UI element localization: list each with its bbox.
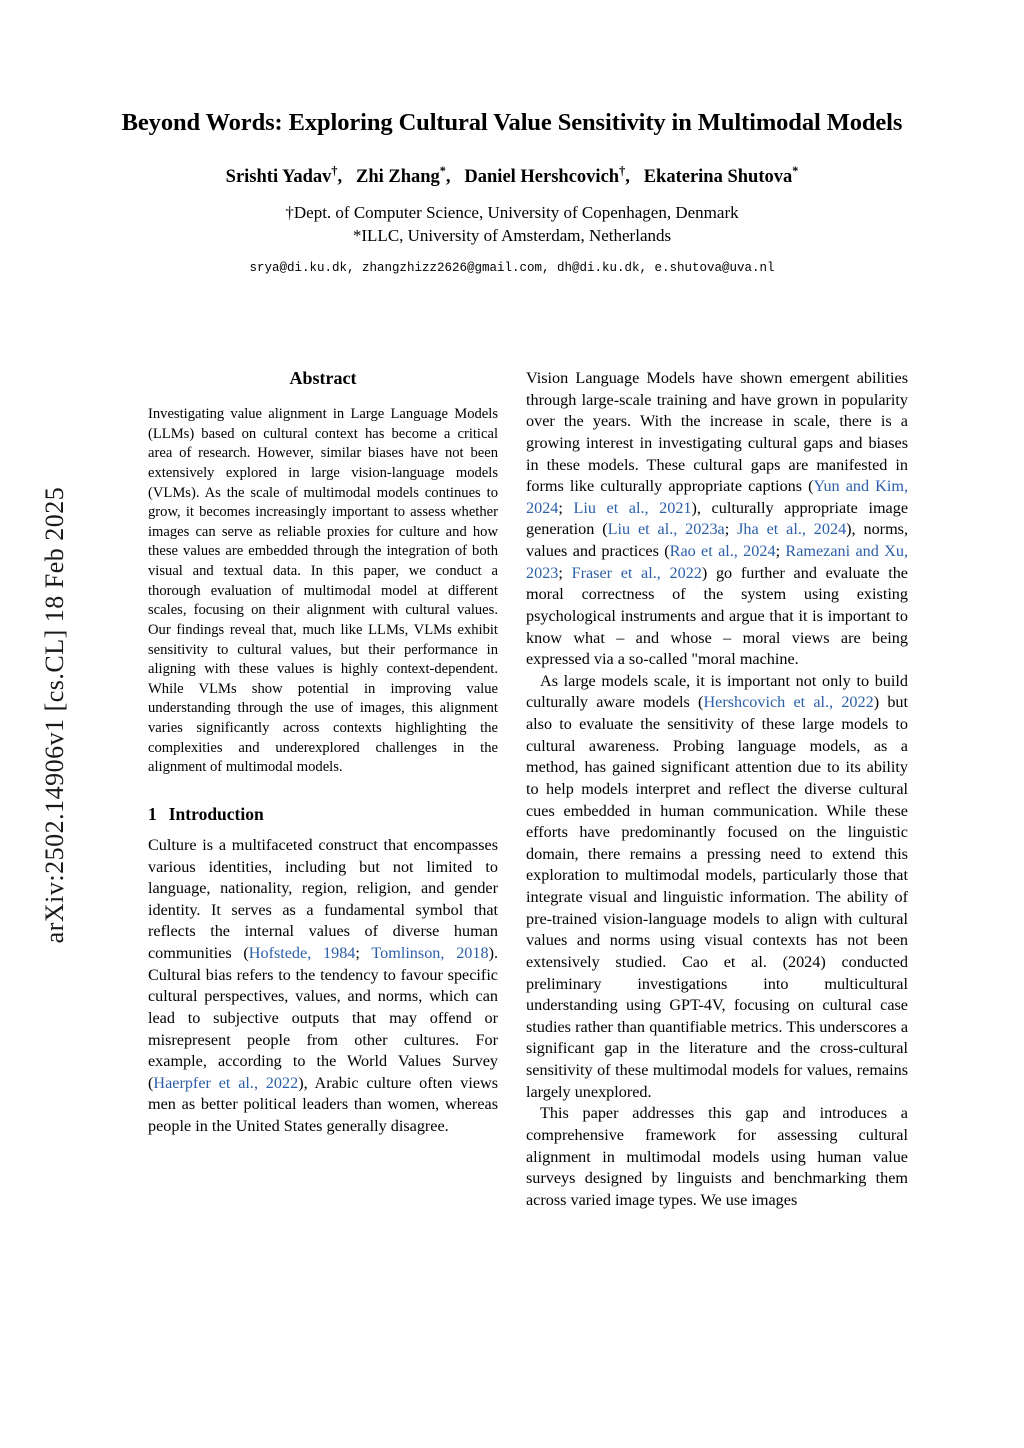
author-emails: srya@di.ku.dk, zhangzhizz2626@gmail.com, dh@di.ku.dk, e.shutova@uva.nl <box>249 261 775 276</box>
author-marker: † <box>331 164 338 179</box>
column-left <box>148 368 498 1138</box>
abstract-heading: Abstract <box>289 368 357 388</box>
section-title: Introduction <box>168 803 264 824</box>
abstract-text: Investigating value alignment in Large Language Models (LLMs) based on cultural context has become a critical area of research. However, similar biases have not been extensively explored in large vision-language models (VLMs). As the scale of multimodal models continues to grow, it becomes increasingly important to assess whether images can serve as reliable proxies for culture and how these values are embedded through the integration of both visual and textual data. In this paper, we conduct a thorough evaluation of multimodal model at different scales, focusing on their alignment with cultural values. Our findings reveal that, much like LLMs, VLMs exhibit sensitivity to cultural values, but their performance in aligning with these values is highly context-dependent. While VLMs show potential in improving value understanding through the use of images, this alignment varies significantly across contexts highlighting the complexities and underexplored challenges in the alignment of multimodal models. <box>148 406 498 776</box>
paragraph: As large models scale, it is important not only to build culturally aware models (Hershcovich et al., 2022) but also to evaluate the sensitivity of these large models to cultural awareness. Probing language models, as a method, has gained significant attention due to its ability to help models interpret and reflect the diverse cultural cues embedded in human communication. While these efforts have predominantly focused on the linguistic domain, there remains a pressing need to extend this exploration to multimodal models, particularly those that integrate visual and linguistic information. The ability of pre-trained vision-language models to align with cultural values and norms using visual contexts has not been extensively studied. Cao et al. (2024) conducted preliminary investigations into multicultural understanding using GPT-4V, focusing on cultural case studies rather than quantifiable metrics. This underscores a significant gap in the literature and the cross-cultural sensitivity of these multimodal models for values, remains largely unexplored. <box>526 671 909 1101</box>
page-title: Beyond Words: Exploring Cultural Value Sensitivity in Multimodal Models <box>121 109 903 136</box>
author-marker: † <box>619 164 626 179</box>
paragraph: Vision Language Models have shown emergent abilities through large-scale training and have grown in popularity over the years. With the increase in scale, there is a growing interest in investigating cultural gaps and biases in these models. These cultural gaps are manifested in forms like culturally appropriate captions (Yun and Kim, 2024; Liu et al., 2021), culturally appropriate image generation (Liu et al., 2023a; Jha et al., 2024), norms, values and practices (Rao et al., 2024; Ramezani and Xu, 2023; Fraser et al., 2022) go further and evaluate the moral correctness of the system using existing psychological instruments and argue that it is important to know what – and whose – moral views are being expressed via a so-called "moral machine. <box>526 369 909 669</box>
column-right <box>526 368 908 1211</box>
two-column-body <box>118 368 908 1378</box>
author-name: Daniel Hershcovich <box>464 167 620 188</box>
author-name: Ekaterina Shutova <box>643 167 793 188</box>
author-name: Zhi Zhang <box>355 167 440 188</box>
author-marker: * <box>792 164 799 179</box>
author-name: Srishti Yadav <box>225 167 332 188</box>
affiliations <box>118 202 906 247</box>
author-list: Srishti Yadav†, Zhi Zhang*, Daniel Hershcovich†, Ekaterina Shutova* <box>225 164 799 188</box>
paper-header <box>118 108 906 319</box>
section-heading-introduction <box>148 804 498 825</box>
author-marker: * <box>439 164 446 179</box>
paragraph: This paper addresses this gap and introduces a comprehensive framework for assessing cultural alignment in multimodal models using human value surveys designed by linguists and benchmarking them across varied image types. We use images <box>526 1104 908 1209</box>
affiliation-line: †Dept. of Computer Science, University of Copenhagen, Denmark <box>285 203 739 223</box>
arxiv-identifier-stamp: arXiv:2502.14906v1 [cs.CL] 18 Feb 2025 <box>40 486 69 944</box>
affiliation-line: *ILLC, University of Amsterdam, Netherlands <box>352 225 672 245</box>
section-number: 1 <box>148 803 157 824</box>
paragraph: Culture is a multifaceted construct that encompasses various identities, including but not limited to language, nationality, region, religion, and gender identity. It serves as a fundamental symbol that reflects the internal values of diverse human communities (Hofstede, 1984; Tomlinson, 2018). Cultural bias refers to the tendency to favour specific cultural perspectives, values, and norms, which can lead to subjective outputs that may offend or misrepresent people from other cultures. For example, according to the World Values Survey (Haerpfer et al., 2022), Arabic culture often views men as better political leaders than women, whereas people in the United States generally disagree. <box>148 835 499 1135</box>
